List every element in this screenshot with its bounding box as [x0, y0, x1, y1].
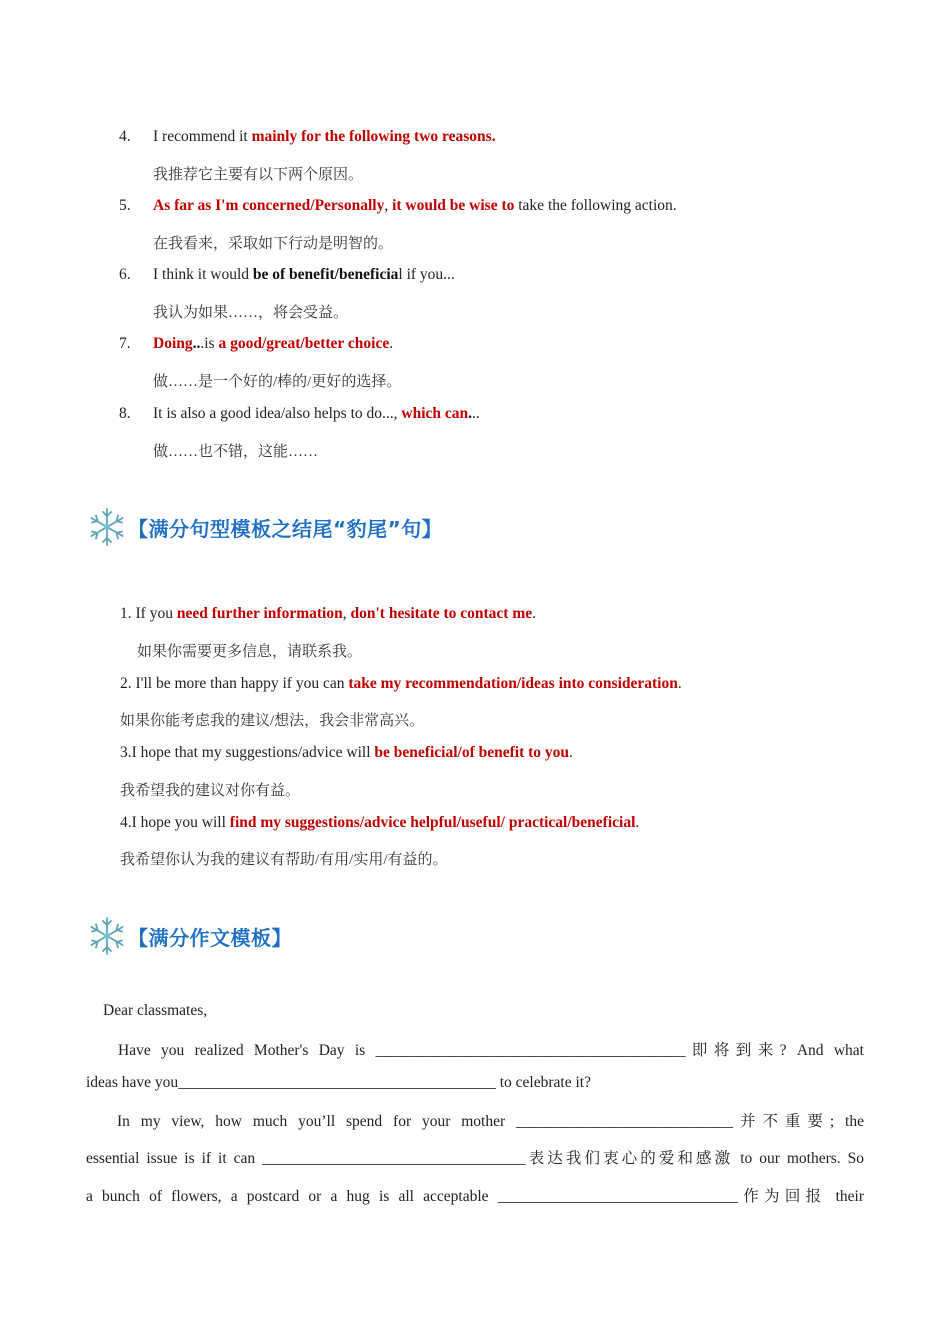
- highlight-phrase: take my recommendation/ideas into consideration: [348, 675, 678, 692]
- essay-line-1: Have you realized Mother's Day is ________________________________________即将到来? And what: [118, 1042, 864, 1059]
- item-number: 5.: [119, 197, 131, 214]
- bold-phrase: be of benefit/beneficia: [252, 266, 399, 283]
- letter-greeting: Dear classmates,: [103, 1002, 208, 1019]
- item-number: 8.: [119, 405, 131, 422]
- essay-line-5: a bunch of flowers, a postcard or a hug is all acceptable _______________________________作为回报 their: [86, 1188, 864, 1205]
- item-number: 7.: [119, 335, 131, 352]
- snowflake-icon: [86, 506, 128, 548]
- ending-sentence-4: [120, 814, 639, 832]
- item-number: 4.: [119, 128, 131, 145]
- text-segment: ..: [472, 405, 480, 422]
- ending-translation-3: 我希望我的建议对你有益。: [120, 783, 301, 799]
- text-segment: .: [635, 814, 640, 831]
- text-segment: l if you...: [398, 266, 455, 283]
- item-english: [153, 405, 480, 423]
- item-number: 6.: [119, 266, 131, 283]
- ending-sentence-3: [120, 744, 573, 762]
- highlight-phrase: mainly for the following two reasons: [251, 128, 492, 145]
- text-segment: .: [389, 335, 394, 352]
- essay-line-4: essential issue is if it can __________________________________表达我们衷心的爱和感激 to our mothers. So: [86, 1150, 864, 1167]
- item-chinese: 做……是一个好的/棒的/更好的选择。: [153, 374, 402, 390]
- ending-translation-2: 如果你能考虑我的建议/想法，我会非常高兴。: [120, 713, 425, 729]
- highlight-phrase: be beneficial/of benefit to you: [374, 744, 570, 761]
- section-heading-ending: [86, 504, 442, 550]
- highlight-phrase: find my suggestions/advice helpful/useful/ practical/beneficial: [229, 814, 636, 831]
- snowflake-icon: [86, 915, 128, 957]
- item-english: [153, 335, 393, 353]
- text-segment: .is: [200, 335, 219, 352]
- item-chinese: 做……也不错，这能……: [153, 444, 319, 460]
- ending-translation-4: 我希望你认为我的建议有帮助/有用/实用/有益的。: [120, 852, 448, 868]
- text-segment: 3.I hope that my suggestions/advice will: [120, 744, 375, 761]
- text-segment: .: [677, 675, 682, 692]
- bold-phrase: ..: [192, 335, 201, 352]
- item-chinese: 我认为如果……，将会受益。: [153, 305, 349, 321]
- text-segment: take the following action.: [514, 197, 677, 214]
- item-english: [153, 197, 677, 215]
- text-segment: 4.I hope you will: [120, 814, 230, 831]
- ending-sentence-2: [120, 675, 682, 693]
- highlight-phrase: don't hesitate to contact me: [350, 605, 533, 622]
- text-segment: ,: [342, 605, 351, 622]
- text-segment: I recommend it: [153, 128, 252, 145]
- essay-line-3: In my view, how much you’ll spend for your mother ____________________________并不重要; the: [117, 1113, 864, 1130]
- ending-translation-1: 如果你需要更多信息，请联系我。: [137, 644, 363, 660]
- item-chinese: 我推荐它主要有以下两个原因。: [153, 167, 364, 183]
- essay-line-2: ideas have you_________________________________________ to celebrate it?: [86, 1074, 591, 1091]
- highlight-phrase: Doing: [153, 335, 193, 352]
- text-segment: I think it would: [153, 266, 253, 283]
- text-segment: 1. If you: [120, 605, 177, 622]
- highlight-phrase: .: [491, 128, 496, 145]
- ending-sentence-1: [120, 605, 536, 623]
- section-title: 【满分作文模板】: [128, 925, 292, 950]
- bold-phrase: .: [468, 405, 473, 422]
- section-heading-template: [86, 913, 292, 959]
- highlight-phrase: a good/great/better choice: [218, 335, 390, 352]
- text-segment: 2. I'll be more than happy if you can: [120, 675, 349, 692]
- highlight-phrase: which can: [401, 405, 469, 422]
- item-english: [153, 128, 496, 146]
- section-title: 【满分句型模板之结尾“豹尾”句】: [128, 516, 443, 541]
- highlight-phrase: it would be wise to: [392, 197, 515, 214]
- text-segment: It is also a good idea/also helps to do...,: [153, 405, 402, 422]
- text-segment: .: [532, 605, 537, 622]
- item-english: [153, 266, 455, 284]
- highlight-phrase: need further information: [176, 605, 343, 622]
- text-segment: .: [569, 744, 573, 761]
- item-chinese: 在我看来，采取如下行动是明智的。: [153, 236, 394, 252]
- highlight-phrase: As far as I'm concerned/Personally: [153, 197, 385, 214]
- text-segment: ,: [384, 197, 393, 214]
